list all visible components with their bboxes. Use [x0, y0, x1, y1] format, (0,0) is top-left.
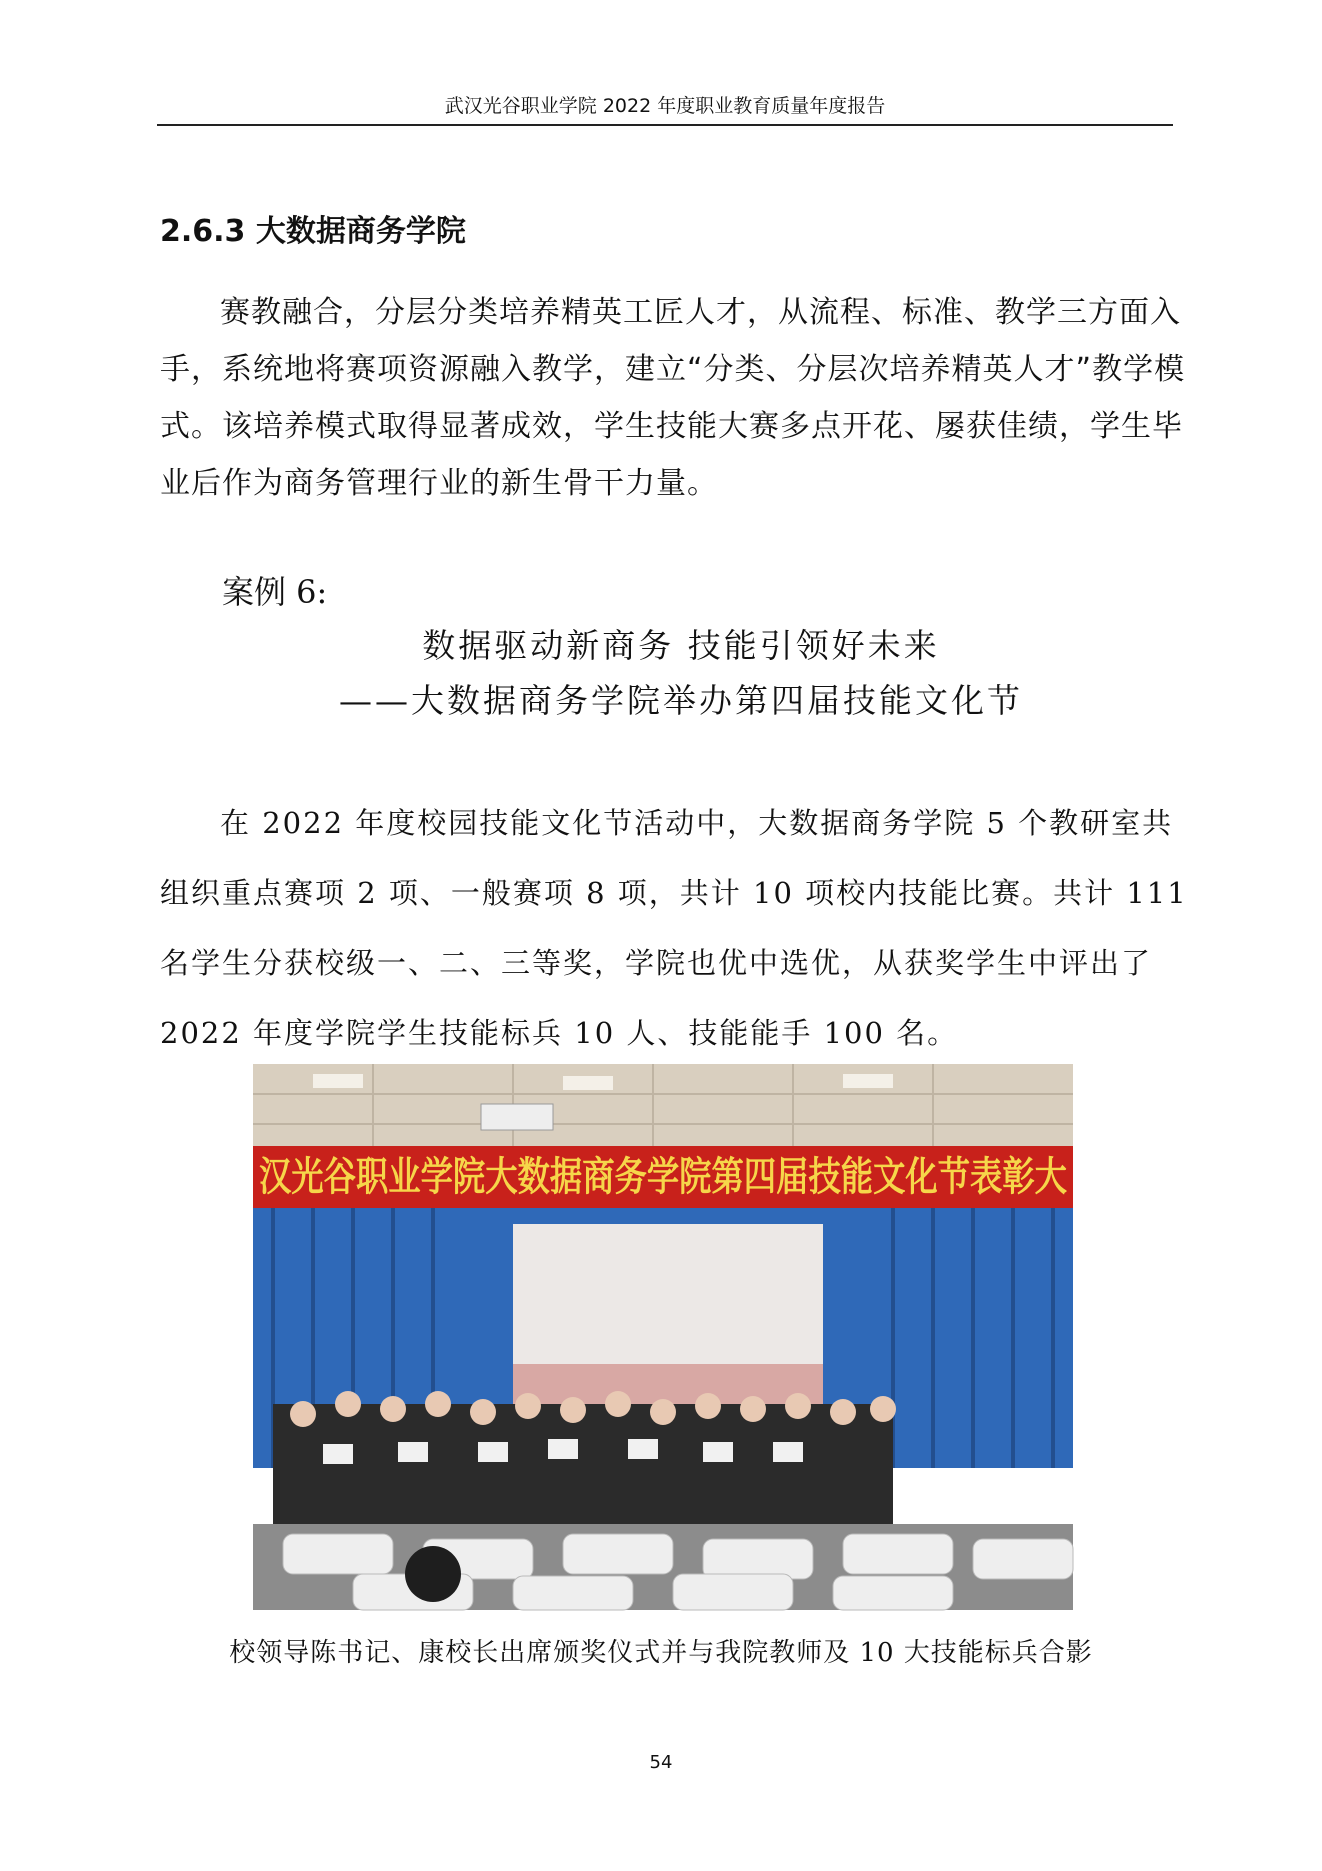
projector — [481, 1104, 553, 1130]
page-header: 武汉光谷职业学院 2022 年度职业教育质量年度报告 — [157, 92, 1173, 126]
award-ceremony-photo — [253, 1064, 1073, 1610]
screen-image — [513, 1364, 823, 1404]
section-title: 2.6.3 大数据商务学院 — [160, 214, 466, 249]
photo-illustration — [253, 1064, 1073, 1610]
case-title-line1: 数据驱动新商务 技能引领好未来 — [422, 626, 940, 665]
intro-text: 赛教融合，分层分类培养精英工匠人才，从流程、标准、教学三方面入手，系统地将赛项资源融入教学，建立“分类、分层次培养精英人才”教学模式。该培养模式取得显著成效，学生技能大赛多点开花、屡获佳绩，学生毕业后作为商务管理行业的新生骨干力量。 — [160, 295, 1186, 501]
case-label: 案例 6: — [222, 573, 328, 611]
intro-paragraph — [160, 284, 1200, 512]
banner-text: 汉光谷职业学院大数据商务学院第四届技能文化节表彰大 — [259, 1154, 1067, 1200]
group-of-people — [273, 1391, 896, 1524]
case-body-text: 在 2022 年度校园技能文化节活动中，大数据商务学院 5 个教研室共组织重点赛项 2 项、一般赛项 8 项，共计 10 项校内技能比赛。共计 111 名学生分获校级一、二、三等奖，学院也优中选优，从获奖学生中评出了 2022 年度学院学生技能标兵 10 人、技能能手 100 名。 — [160, 806, 1188, 1050]
case-title-line2: ——大数据商务学院举办第四届技能文化节 — [339, 681, 1023, 720]
page-number: 54 — [649, 1752, 673, 1773]
audience-head — [405, 1546, 461, 1602]
ceiling — [253, 1064, 1073, 1154]
photo-caption: 校领导陈书记、康校长出席颁奖仪式并与我院教师及 10 大技能标兵合影 — [229, 1638, 1093, 1668]
case-body-paragraph — [160, 788, 1200, 1068]
